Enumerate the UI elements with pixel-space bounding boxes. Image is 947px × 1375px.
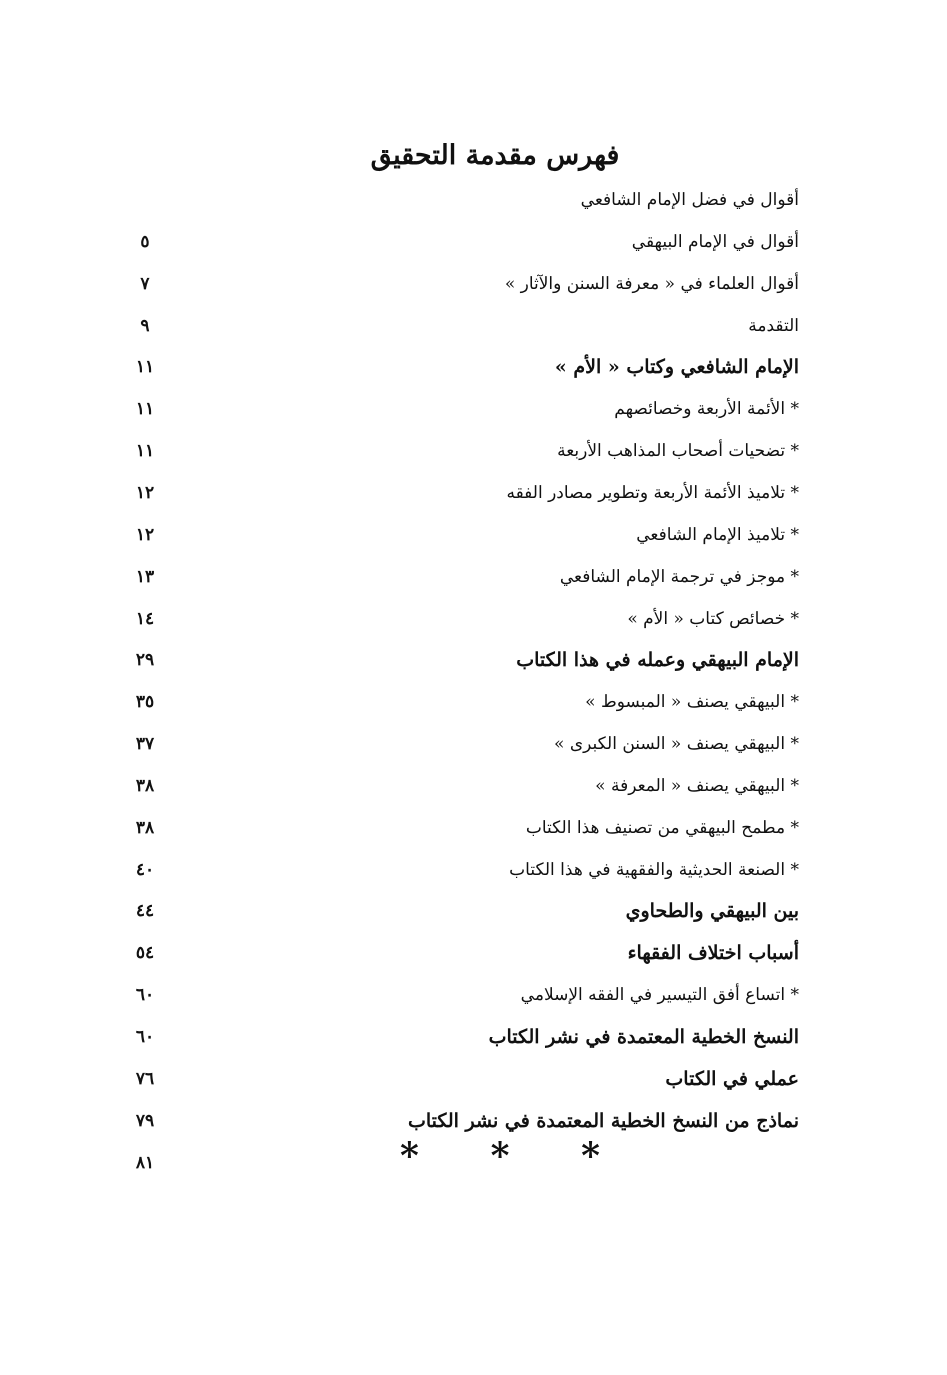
toc-entry-text: * مطمح البيهقي من تصنيف هذا الكتاب bbox=[525, 818, 799, 838]
toc-entry-text: * الأئمة الأربعة وخصائصهم bbox=[614, 399, 799, 419]
toc-row bbox=[0, 933, 947, 973]
toc-entry-text: أقوال العلماء في « معرفة السنن والآثار » bbox=[504, 274, 799, 294]
toc-entry-text: * تضحيات أصحاب المذاهب الأربعة bbox=[557, 441, 799, 461]
toc-row bbox=[0, 306, 947, 346]
toc-page-number: ٣٨ bbox=[135, 776, 155, 796]
toc-entry-text: بين البيهقي والطحاوي bbox=[625, 900, 799, 922]
toc-page-number: ١٣ bbox=[135, 567, 155, 587]
toc-row bbox=[0, 180, 947, 220]
star-mark: * bbox=[581, 1135, 600, 1177]
toc-entry-text: أقوال في الإمام البيهقي bbox=[631, 232, 799, 252]
toc-page-number: ١٢ bbox=[135, 483, 155, 503]
toc-page-number: ٦٠ bbox=[135, 1027, 155, 1047]
toc-entry-text: * البيهقي يصنف « المعرفة » bbox=[595, 776, 799, 796]
toc-entry-text: * تلاميذ الأئمة الأربعة وتطوير مصادر الفقه bbox=[506, 483, 799, 503]
toc-row bbox=[0, 264, 947, 304]
toc-row bbox=[0, 975, 947, 1015]
toc-entry-text: * البيهقي يصنف « المبسوط » bbox=[585, 692, 799, 712]
toc-page-number: ١٢ bbox=[135, 525, 155, 545]
page-title: فهرس مقدمة التحقيق bbox=[370, 140, 620, 171]
toc-page-number: ٣٥ bbox=[135, 692, 155, 712]
toc-page-number: ٤٤ bbox=[135, 901, 155, 921]
toc-page-number: ٣٧ bbox=[135, 734, 155, 754]
toc-row bbox=[0, 850, 947, 890]
toc-entry-text: نماذج من النسخ الخطية المعتمدة في نشر الكتاب bbox=[407, 1110, 799, 1132]
toc-row bbox=[0, 389, 947, 429]
toc-page-number: ٧٩ bbox=[135, 1111, 155, 1131]
toc-row bbox=[0, 808, 947, 848]
toc-entry-text: عملي في الكتاب bbox=[665, 1068, 799, 1090]
toc-entry-text: أسباب اختلاف الفقهاء bbox=[627, 942, 799, 964]
toc-page-number: ١١ bbox=[135, 357, 155, 377]
toc-page-number: ٩ bbox=[140, 316, 150, 336]
toc-row bbox=[0, 557, 947, 597]
star-mark: * bbox=[490, 1135, 510, 1177]
toc-page-number: ٥٤ bbox=[135, 943, 155, 963]
toc-row bbox=[0, 222, 947, 262]
toc-row bbox=[0, 891, 947, 931]
toc-row bbox=[0, 473, 947, 513]
toc-page-number: ٥ bbox=[140, 232, 150, 252]
toc-row bbox=[0, 766, 947, 806]
star-mark: * bbox=[400, 1135, 419, 1177]
toc-entry-text: النسخ الخطية المعتمدة في نشر الكتاب bbox=[488, 1026, 799, 1048]
toc-entry-text: * تلاميذ الإمام الشافعي bbox=[636, 525, 799, 545]
toc-row bbox=[0, 1059, 947, 1099]
toc-row bbox=[0, 515, 947, 555]
toc-page-number: ٣٨ bbox=[135, 818, 155, 838]
toc-entry-text: * اتساع أفق التيسير في الفقه الإسلامي bbox=[520, 985, 799, 1005]
toc-row bbox=[0, 599, 947, 639]
toc-page-number: ١١ bbox=[135, 441, 155, 461]
toc-page-number: ٦٠ bbox=[135, 985, 155, 1005]
separator-stars bbox=[400, 1136, 600, 1176]
toc-page-number: ٨١ bbox=[135, 1153, 155, 1173]
toc-page-number: ١١ bbox=[135, 399, 155, 419]
toc-entry-text: التقدمة bbox=[748, 316, 799, 336]
toc-row bbox=[0, 724, 947, 764]
toc-entry-text: الإمام البيهقي وعمله في هذا الكتاب bbox=[516, 649, 799, 671]
toc-row bbox=[0, 431, 947, 471]
toc-row bbox=[0, 682, 947, 722]
toc-entry-text: * موجز في ترجمة الإمام الشافعي bbox=[559, 567, 799, 587]
toc-entry-text: الإمام الشافعي وكتاب « الأم » bbox=[554, 356, 799, 378]
toc-row bbox=[0, 347, 947, 387]
toc-row bbox=[0, 640, 947, 680]
toc-page-number: ١٤ bbox=[135, 609, 155, 629]
toc-row bbox=[0, 1101, 947, 1141]
toc-entry-text: * الصنعة الحديثية والفقهية في هذا الكتاب bbox=[509, 860, 799, 880]
toc-page-number: ٤٠ bbox=[135, 860, 155, 880]
toc-entry-text: * خصائص كتاب « الأم » bbox=[627, 609, 799, 629]
toc-row bbox=[0, 1017, 947, 1057]
toc-page-number: ٢٩ bbox=[135, 650, 155, 670]
toc-entry-text: * البيهقي يصنف « السنن الكبرى » bbox=[554, 734, 799, 754]
toc-entry-text: أقوال في فضل الإمام الشافعي bbox=[580, 190, 799, 210]
toc-page-number: ٧ bbox=[140, 274, 150, 294]
toc-page-number: ٧٦ bbox=[135, 1069, 155, 1089]
